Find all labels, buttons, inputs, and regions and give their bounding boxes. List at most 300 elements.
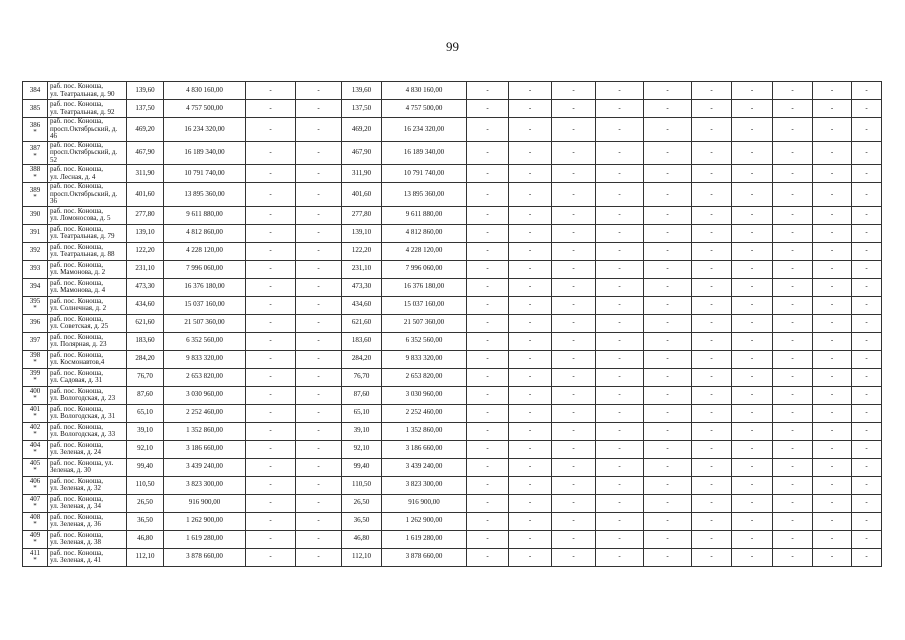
table-row [23,368,882,386]
table-row [23,224,882,242]
empty-cell: - [467,141,509,165]
row-marker-star: * [33,376,37,384]
empty-cell: - [732,476,773,494]
address-cell: раб. пос. Коноша, ул. Театральная, д. 88 [48,242,127,260]
table-row [23,82,882,100]
empty-cell: - [467,206,509,224]
total-area-cell: 92,10 [127,440,164,458]
empty-cell: - [467,242,509,260]
empty-cell: - [509,206,552,224]
empty-cell: - [296,422,342,440]
empty-cell: - [692,386,732,404]
row-marker-star: * [33,466,37,474]
row-number: 390 [29,210,41,219]
total-cost-cell: 3 186 660,00 [164,440,246,458]
table-row [23,314,882,332]
row-number-cell [23,422,48,440]
row-number-cell [23,224,48,242]
address-cell: раб. пос. Коноша, ул. Зеленая, д. 24 [48,440,127,458]
total-cost-cell: 16 376 180,00 [164,278,246,296]
cost-cell: 9 611 880,00 [382,206,467,224]
empty-cell: - [852,440,882,458]
address-cell: раб. пос. Коноша, ул. Театральная, д. 79 [48,224,127,242]
table-row [23,422,882,440]
total-area-cell: 401,60 [127,183,164,207]
page-number: 99 [446,39,459,54]
empty-cell: - [692,82,732,100]
empty-cell: - [852,206,882,224]
empty-cell: - [644,350,692,368]
empty-cell: - [552,332,596,350]
empty-cell: - [296,476,342,494]
area-cell: 137,50 [342,100,382,118]
empty-cell: - [246,224,296,242]
empty-cell: - [644,224,692,242]
address-cell: раб. пос. Коноша, ул. Зеленая, д. 41 [48,548,127,566]
empty-cell: - [509,386,552,404]
empty-cell: - [732,100,773,118]
empty-cell: - [509,165,552,183]
empty-cell: - [813,206,852,224]
area-cell: 401,60 [342,183,382,207]
empty-cell: - [732,296,773,314]
empty-cell: - [552,141,596,165]
empty-cell: - [773,296,813,314]
area-cell: 39,10 [342,422,382,440]
empty-cell: - [552,368,596,386]
empty-cell: - [509,548,552,566]
empty-cell: - [813,82,852,100]
empty-cell: - [467,296,509,314]
row-number: 386 [29,120,41,129]
table-row [23,118,882,142]
table-row [23,206,882,224]
cost-cell: 3 030 960,00 [382,386,467,404]
row-number-cell [23,332,48,350]
empty-cell: - [732,224,773,242]
empty-cell: - [732,206,773,224]
empty-cell: - [552,458,596,476]
total-area-cell: 112,10 [127,548,164,566]
empty-cell: - [732,118,773,142]
empty-cell: - [692,548,732,566]
table-row [23,260,882,278]
cost-cell: 3 823 300,00 [382,476,467,494]
total-area-cell: 65,10 [127,404,164,422]
total-cost-cell: 1 619 280,00 [164,530,246,548]
empty-cell: - [596,476,644,494]
table-row [23,141,882,165]
empty-cell: - [852,260,882,278]
empty-cell: - [813,296,852,314]
empty-cell: - [246,422,296,440]
empty-cell: - [813,183,852,207]
empty-cell: - [467,368,509,386]
empty-cell: - [596,314,644,332]
empty-cell: - [552,118,596,142]
address-cell: раб. пос. Коноша, ул. Зеленая, д. 38 [48,530,127,548]
empty-cell: - [773,458,813,476]
empty-cell: - [552,530,596,548]
row-marker-star: * [33,556,37,564]
empty-cell: - [509,530,552,548]
empty-cell: - [246,512,296,530]
row-number: 384 [29,85,41,94]
empty-cell: - [692,350,732,368]
table-row [23,296,882,314]
row-number: 407 [29,494,41,503]
empty-cell: - [852,548,882,566]
area-cell: 139,60 [342,82,382,100]
empty-cell: - [509,100,552,118]
empty-cell: - [246,350,296,368]
empty-cell: - [773,350,813,368]
empty-cell: - [852,494,882,512]
empty-cell: - [852,314,882,332]
cost-cell: 3 186 660,00 [382,440,467,458]
empty-cell: - [246,242,296,260]
empty-cell: - [509,476,552,494]
empty-cell: - [246,165,296,183]
empty-cell: - [552,278,596,296]
empty-cell: - [773,206,813,224]
total-area-cell: 87,60 [127,386,164,404]
row-number: 400 [29,386,41,395]
total-cost-cell: 2 653 820,00 [164,368,246,386]
table-row [23,458,882,476]
total-area-cell: 36,50 [127,512,164,530]
empty-cell: - [296,82,342,100]
total-cost-cell: 4 228 120,00 [164,242,246,260]
total-area-cell: 46,80 [127,530,164,548]
empty-cell: - [596,260,644,278]
empty-cell: - [732,278,773,296]
empty-cell: - [596,404,644,422]
empty-cell: - [246,314,296,332]
empty-cell: - [246,100,296,118]
empty-cell: - [732,548,773,566]
row-marker-star: * [33,172,37,181]
empty-cell: - [644,530,692,548]
empty-cell: - [467,548,509,566]
row-marker-star: * [33,394,37,402]
table-row [23,165,882,183]
total-cost-cell: 10 791 740,00 [164,165,246,183]
empty-cell: - [692,314,732,332]
total-area-cell: 110,50 [127,476,164,494]
empty-cell: - [732,422,773,440]
empty-cell: - [467,314,509,332]
empty-cell: - [813,386,852,404]
empty-cell: - [692,440,732,458]
empty-cell: - [644,278,692,296]
empty-cell: - [552,494,596,512]
empty-cell: - [644,118,692,142]
area-cell: 434,60 [342,296,382,314]
cost-cell: 2 653 820,00 [382,368,467,386]
total-area-cell: 99,40 [127,458,164,476]
empty-cell: - [644,206,692,224]
row-marker-star: * [33,538,37,546]
row-number-cell [23,368,48,386]
empty-cell: - [596,118,644,142]
empty-cell: - [296,440,342,458]
empty-cell: - [467,458,509,476]
row-number-cell [23,476,48,494]
empty-cell: - [552,314,596,332]
table-row [23,548,882,566]
empty-cell: - [509,278,552,296]
row-marker-star: * [33,520,37,528]
row-number: 401 [29,404,41,413]
empty-cell: - [467,278,509,296]
row-marker-star: * [33,193,37,202]
address-cell: раб. пос. Коноша, ул. Театральная, д. 90 [48,82,127,100]
empty-cell: - [467,165,509,183]
empty-cell: - [296,278,342,296]
empty-cell: - [732,314,773,332]
total-cost-cell: 3 878 660,00 [164,548,246,566]
empty-cell: - [296,296,342,314]
empty-cell: - [773,141,813,165]
empty-cell: - [552,296,596,314]
row-number-cell [23,260,48,278]
empty-cell: - [813,458,852,476]
total-area-cell: 139,10 [127,224,164,242]
empty-cell: - [596,530,644,548]
address-cell: раб. пос. Коноша, ул. Зеленая, д. 34 [48,494,127,512]
empty-cell: - [732,141,773,165]
cost-cell: 1 619 280,00 [382,530,467,548]
area-cell: 139,10 [342,224,382,242]
empty-cell: - [296,386,342,404]
empty-cell: - [644,548,692,566]
cost-cell: 1 352 860,00 [382,422,467,440]
row-number: 394 [29,282,41,291]
table-row [23,404,882,422]
empty-cell: - [773,404,813,422]
empty-cell: - [467,82,509,100]
empty-cell: - [813,242,852,260]
table-row [23,440,882,458]
empty-cell: - [596,332,644,350]
row-number-cell [23,183,48,207]
total-area-cell: 621,60 [127,314,164,332]
empty-cell: - [692,118,732,142]
empty-cell: - [296,368,342,386]
empty-cell: - [732,350,773,368]
row-number: 388 [29,165,41,173]
empty-cell: - [552,404,596,422]
empty-cell: - [296,100,342,118]
total-cost-cell: 4 757 500,00 [164,100,246,118]
empty-cell: - [852,512,882,530]
empty-cell: - [852,183,882,207]
empty-cell: - [509,332,552,350]
address-cell: раб. пос. Коноша, ул. Зеленая, д. 32 [48,476,127,494]
empty-cell: - [644,512,692,530]
empty-cell: - [773,118,813,142]
area-cell: 26,50 [342,494,382,512]
total-cost-cell: 9 611 880,00 [164,206,246,224]
empty-cell: - [773,422,813,440]
row-number: 409 [29,530,41,539]
row-number-cell [23,440,48,458]
empty-cell: - [296,118,342,142]
empty-cell: - [467,512,509,530]
empty-cell: - [552,82,596,100]
empty-cell: - [596,494,644,512]
total-area-cell: 469,20 [127,118,164,142]
empty-cell: - [692,494,732,512]
row-number-cell [23,100,48,118]
empty-cell: - [596,386,644,404]
empty-cell: - [852,422,882,440]
empty-cell: - [467,440,509,458]
table-row [23,100,882,118]
empty-cell: - [296,530,342,548]
empty-cell: - [509,296,552,314]
empty-cell: - [852,386,882,404]
row-number: 391 [29,228,41,237]
address-cell: раб. пос. Коноша, просп.Октябрьский, д. 36 [48,183,127,207]
row-number: 395 [29,296,41,305]
address-cell: раб. пос. Коноша, ул. Мамонова, д. 2 [48,260,127,278]
row-number: 387 [29,144,41,153]
empty-cell: - [246,278,296,296]
empty-cell: - [692,242,732,260]
empty-cell: - [773,100,813,118]
empty-cell: - [644,242,692,260]
empty-cell: - [296,494,342,512]
area-cell: 65,10 [342,404,382,422]
empty-cell: - [596,141,644,165]
empty-cell: - [732,260,773,278]
area-cell: 99,40 [342,458,382,476]
cost-cell: 4 228 120,00 [382,242,467,260]
table-body [23,82,882,567]
empty-cell: - [813,494,852,512]
total-cost-cell: 4 812 860,00 [164,224,246,242]
area-cell: 284,20 [342,350,382,368]
address-cell: раб. пос. Коноша, просп.Октябрьский, д. 52 [48,141,127,165]
empty-cell: - [813,548,852,566]
empty-cell: - [852,458,882,476]
total-area-cell: 473,30 [127,278,164,296]
empty-cell: - [596,100,644,118]
empty-cell: - [509,314,552,332]
empty-cell: - [596,82,644,100]
empty-cell: - [552,440,596,458]
address-cell: раб. пос. Коноша, ул. Зеленая, д. 30 [48,458,127,476]
total-area-cell: 467,90 [127,141,164,165]
empty-cell: - [296,350,342,368]
empty-cell: - [692,368,732,386]
empty-cell: - [552,100,596,118]
empty-cell: - [467,118,509,142]
empty-cell: - [296,141,342,165]
row-number-cell [23,314,48,332]
empty-cell: - [467,350,509,368]
empty-cell: - [644,404,692,422]
total-area-cell: 231,10 [127,260,164,278]
total-cost-cell: 3 439 240,00 [164,458,246,476]
cost-cell: 21 507 360,00 [382,314,467,332]
empty-cell: - [732,242,773,260]
empty-cell: - [509,183,552,207]
cost-cell: 9 833 320,00 [382,350,467,368]
empty-cell: - [509,82,552,100]
area-cell: 76,70 [342,368,382,386]
row-number: 385 [29,103,41,112]
empty-cell: - [852,141,882,165]
row-number: 398 [29,350,41,359]
empty-cell: - [246,296,296,314]
empty-cell: - [246,118,296,142]
empty-cell: - [852,350,882,368]
row-marker-star: * [33,412,37,420]
row-number-cell [23,206,48,224]
table-row [23,332,882,350]
empty-cell: - [644,494,692,512]
empty-cell: - [246,183,296,207]
table-row [23,512,882,530]
empty-cell: - [509,260,552,278]
empty-cell: - [773,165,813,183]
row-number: 405 [29,458,41,467]
table-row [23,386,882,404]
empty-cell: - [852,368,882,386]
empty-cell: - [596,206,644,224]
empty-cell: - [852,296,882,314]
cost-cell: 10 791 740,00 [382,165,467,183]
empty-cell: - [644,422,692,440]
area-cell: 36,50 [342,512,382,530]
row-marker-star: * [33,304,37,312]
row-number-cell [23,512,48,530]
empty-cell: - [813,476,852,494]
row-number: 408 [29,512,41,521]
empty-cell: - [596,458,644,476]
empty-cell: - [732,183,773,207]
empty-cell: - [852,165,882,183]
empty-cell: - [692,100,732,118]
row-number-cell [23,242,48,260]
empty-cell: - [296,512,342,530]
address-cell: раб. пос. Коноша, ул. Вологодская, д. 31 [48,404,127,422]
empty-cell: - [596,224,644,242]
empty-cell: - [246,548,296,566]
empty-cell: - [467,422,509,440]
area-cell: 311,90 [342,165,382,183]
table-row [23,350,882,368]
empty-cell: - [552,548,596,566]
table-row [23,494,882,512]
empty-cell: - [732,440,773,458]
row-marker-star: * [33,502,37,510]
address-cell: раб. пос. Коноша, ул. Вологодская, д. 23 [48,386,127,404]
empty-cell: - [509,404,552,422]
total-area-cell: 139,60 [127,82,164,100]
row-number: 404 [29,440,41,449]
cost-cell: 16 234 320,00 [382,118,467,142]
empty-cell: - [773,332,813,350]
total-area-cell: 183,60 [127,332,164,350]
address-cell: раб. пос. Коноша, ул. Советская, д. 25 [48,314,127,332]
empty-cell: - [773,476,813,494]
area-cell: 621,60 [342,314,382,332]
empty-cell: - [692,141,732,165]
